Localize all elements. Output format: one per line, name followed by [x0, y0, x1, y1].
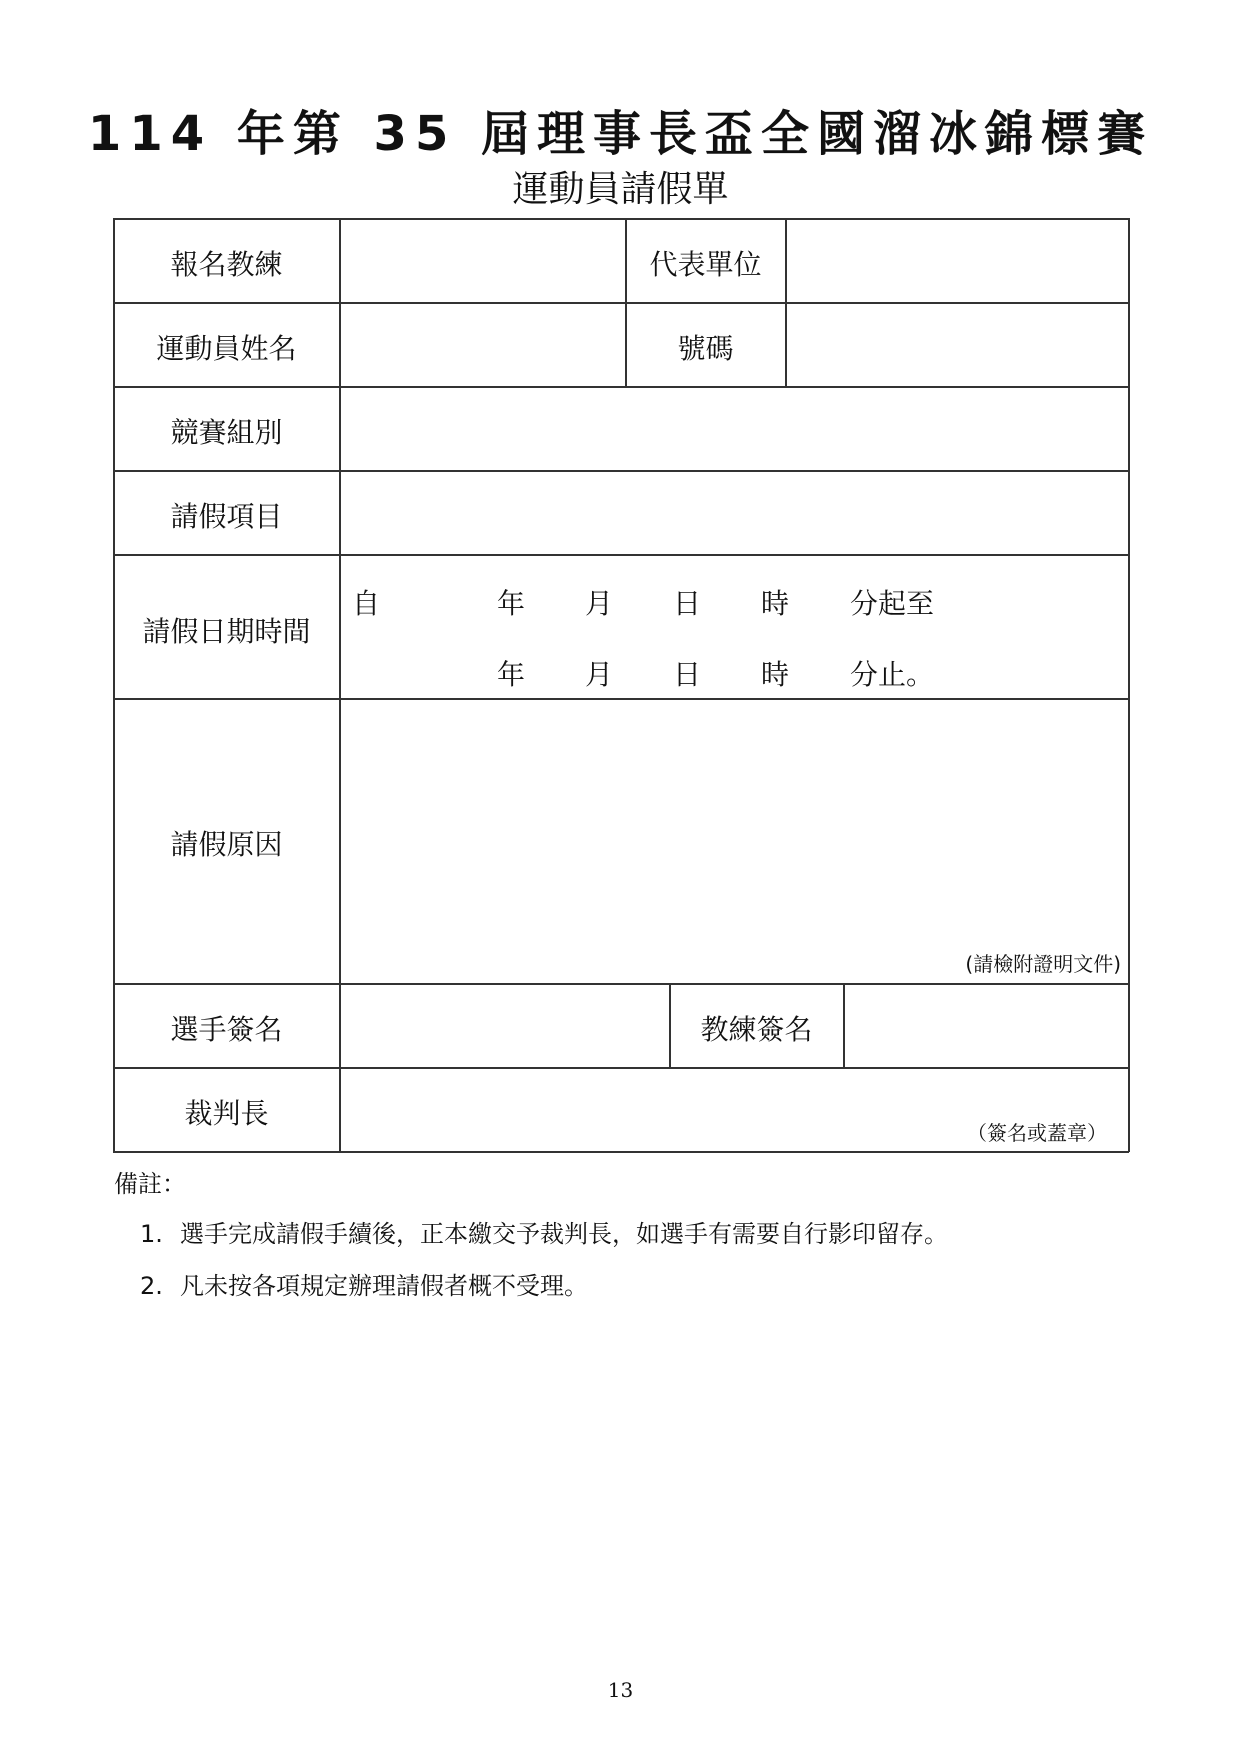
athlete-sign-label: 選手簽名	[170, 1013, 283, 1046]
coach-field[interactable]	[341, 220, 625, 302]
reason-label: 請假原因	[170, 828, 283, 861]
datetime-end-hour: 時	[761, 658, 790, 691]
page-title: 114 年第 35 屆理事長盃全國溜冰錦標賽	[87, 106, 1154, 162]
coach-sign-label: 教練簽名	[700, 1013, 813, 1046]
athlete-name-field[interactable]	[341, 304, 625, 386]
note-item-2	[140, 1270, 588, 1302]
datetime-from: 自	[352, 587, 381, 620]
group-label: 競賽組別	[170, 416, 283, 449]
number-field[interactable]	[787, 304, 1128, 386]
table-rule	[113, 554, 1129, 556]
group-field[interactable]	[341, 388, 1128, 470]
datetime-start-year: 年	[497, 587, 526, 620]
reason-note: (請檢附證明文件)	[965, 952, 1121, 976]
leave-datetime-label: 請假日期時間	[142, 615, 311, 648]
referee-label: 裁判長	[184, 1097, 269, 1130]
leave-item-field[interactable]	[341, 472, 1128, 554]
notes-label: 備註：	[114, 1170, 186, 1198]
table-border-right	[1128, 218, 1130, 1152]
note-item-1	[140, 1218, 948, 1250]
note-text: 凡未按各項規定辦理請假者概不受理。	[180, 1272, 588, 1300]
athlete-sign-field[interactable]	[341, 985, 669, 1067]
datetime-end-year: 年	[497, 658, 526, 691]
leave-item-label: 請假項目	[170, 500, 283, 533]
athlete-name-label: 運動員姓名	[156, 332, 297, 365]
note-number: 1.	[140, 1220, 163, 1248]
datetime-start-month: 月	[585, 587, 614, 620]
referee-note: （簽名或蓋章）	[967, 1121, 1107, 1145]
datetime-start-suffix: 分起至	[850, 587, 935, 620]
table-border-bottom	[113, 1151, 1129, 1153]
page-number: 13	[607, 1678, 634, 1702]
form-subtitle: 運動員請假單	[512, 169, 729, 210]
note-text: 選手完成請假手續後，正本繳交予裁判長，如選手有需要自行影印留存。	[180, 1220, 948, 1248]
datetime-start-day: 日	[673, 587, 702, 620]
datetime-start-hour: 時	[761, 587, 790, 620]
datetime-end-month: 月	[585, 658, 614, 691]
unit-label: 代表單位	[649, 248, 762, 281]
unit-field[interactable]	[787, 220, 1128, 302]
reason-field[interactable]	[341, 700, 1128, 983]
datetime-end-suffix: 分止。	[850, 658, 935, 691]
coach-label: 報名教練	[170, 248, 283, 281]
note-number: 2.	[140, 1272, 163, 1300]
datetime-end-day: 日	[673, 658, 702, 691]
coach-sign-field[interactable]	[845, 985, 1128, 1067]
number-label: 號碼	[677, 332, 734, 365]
